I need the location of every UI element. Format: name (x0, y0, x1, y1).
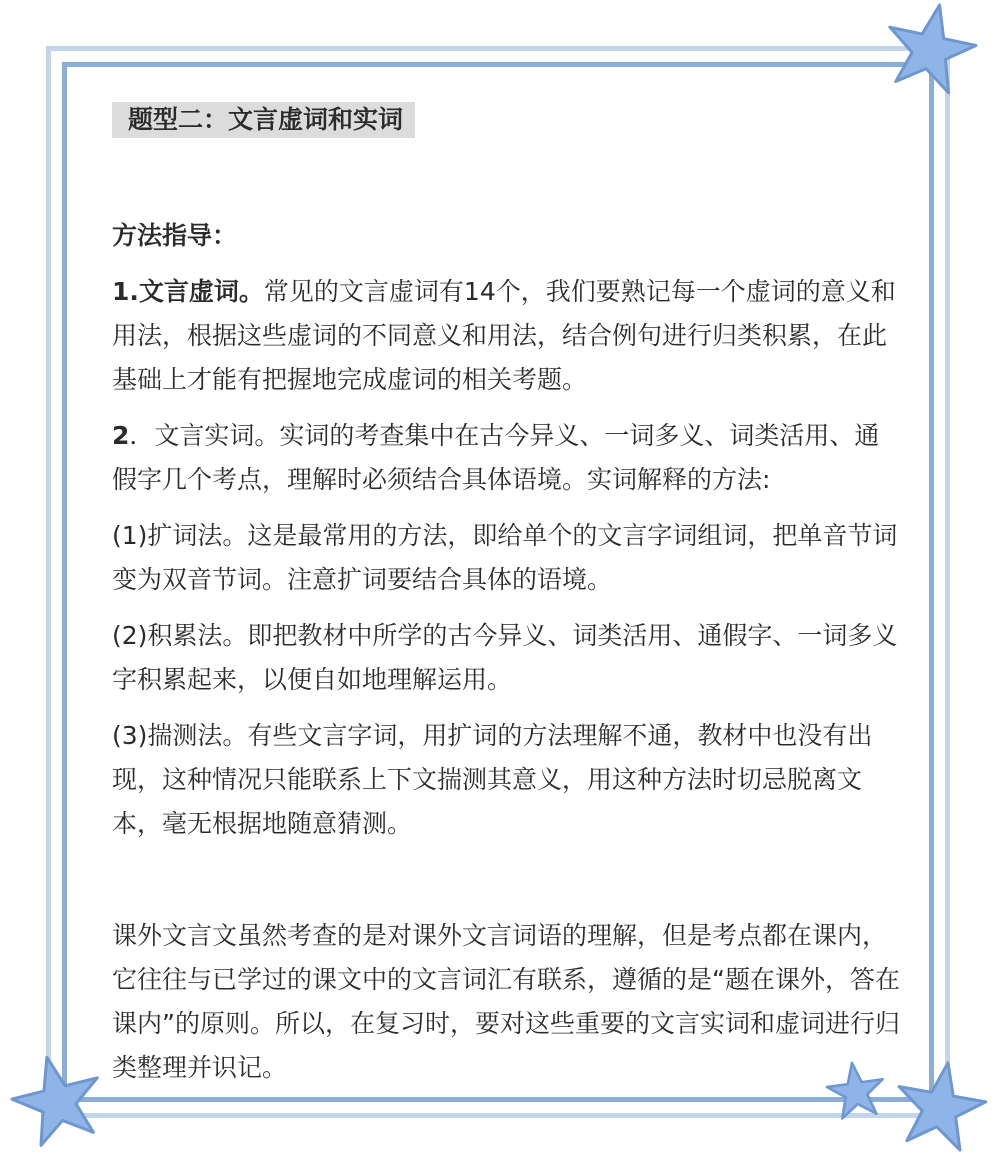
item-1-text: 常见的文言虚词有14个，我们要熟记每一个虚词的意义和用法，根据这些虚词的不同意义和用法，结合例句进行归类积累，在此基础上才能有把握地完成虚词的相关考题。 (112, 277, 896, 394)
method-1-paragraph: (1)扩词法。这是最常用的方法，即给单个的文言字词组词，把单音节词变为双音节词。注意扩词要结合具体的语境。 (112, 521, 898, 594)
star-icon (880, 0, 980, 100)
article-body (112, 98, 902, 1090)
section-title: 题型二：文言虚词和实词 (112, 102, 415, 138)
star-icon (890, 1058, 990, 1158)
item-2-paragraph (112, 414, 902, 502)
item-2-text: ．文言实词。实词的考查集中在古今异义、一词多义、词类活用、通假字几个考点，理解时必须结合具体语境。实词解释的方法: (112, 421, 880, 494)
star-icon (8, 1052, 108, 1152)
item-1-paragraph (112, 270, 902, 402)
item-1-label: 1.文言虚词。 (112, 277, 264, 306)
item-2-label: 2 (112, 421, 130, 450)
summary-paragraph: 课外文言文虽然考查的是对课外文言词语的理解，但是考点都在课内，它往往与已学过的课文中的文言词汇有联系，遵循的是“题在课外，答在课内”的原则。所以，在复习时，要对这些重要的文言实词和虚词进行归类整理并识记。 (112, 921, 900, 1082)
method-heading: 方法指导： (112, 221, 238, 250)
method-2-paragraph: (2)积累法。即把教材中所学的古今异义、词类活用、通假字、一词多义字积累起来，以便自如地理解运用。 (112, 621, 898, 694)
method-3-paragraph: (3)揣测法。有些文言字词，用扩词的方法理解不通，教材中也没有出现，这种情况只能联系上下文揣测其意义，用这种方法时切忌脱离文本，毫无根据地随意猜测。 (112, 721, 873, 838)
